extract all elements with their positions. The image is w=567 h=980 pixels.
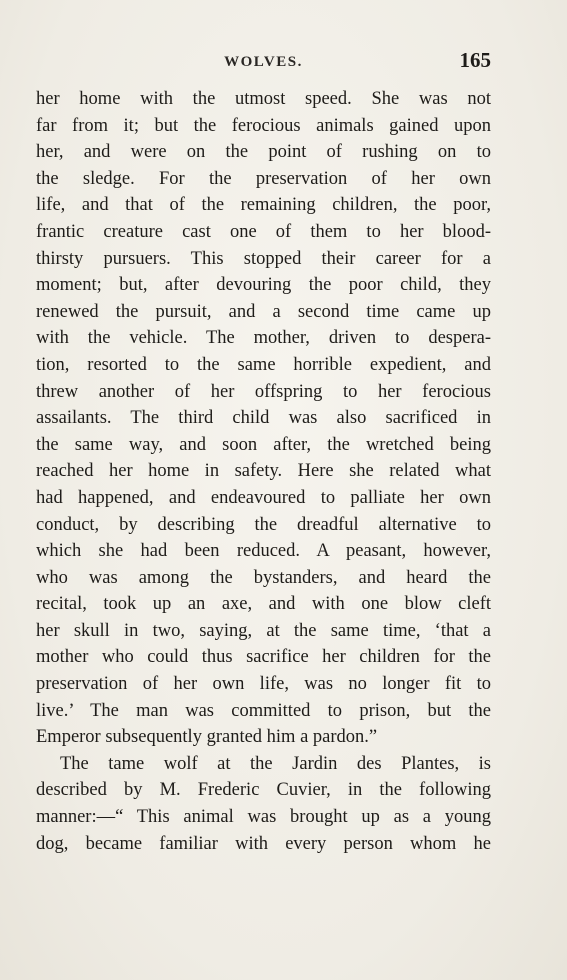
text-line: thirsty pursuers. This stopped their career for a [36,248,491,269]
text-line: life, and that of the remaining children, the poor, [36,195,491,216]
text-line: far from it; but the ferocious animals gained upon [36,115,491,136]
text-line: mother who could thus sacrifice her children for the [36,647,491,668]
text-line: reached her home in safety. Here she related what [36,461,491,482]
text-line: recital, took up an axe, and with one blow cleft [36,594,491,615]
text-line: preservation of her own life, was no longer fit to [36,674,491,695]
text-line: Emperor subsequently granted him a pardon.” [36,727,378,748]
running-head: WOLVES. [224,54,303,70]
paragraph [36,86,491,751]
text-line: conduct, by describing the dreadful alternative to [36,514,491,535]
text-line: The tame wolf at the Jardin des Plantes, is [60,753,491,774]
text-line: dog, became familiar with every person whom he [36,833,491,854]
text-line: the same way, and soon after, the wretched being [36,434,491,455]
text-line: which she had been reduced. A peasant, however, [36,541,491,562]
text-line: had happened, and endeavoured to palliate her own [36,487,491,508]
page-header [36,48,491,78]
text-line: live.’ The man was committed to prison, but the [36,700,491,721]
text-line: manner:—“ This animal was brought up as a young [36,807,491,828]
text-line: who was among the bystanders, and heard the [36,567,491,588]
text-line: frantic creature cast one of them to her blood- [36,221,491,242]
paragraph [36,751,491,857]
text-line: the sledge. For the preservation of her own [36,168,491,189]
body-text [36,86,491,857]
text-line: renewed the pursuit, and a second time came up [36,301,491,322]
text-line: assailants. The third child was also sacrificed in [36,408,491,429]
text-line: tion, resorted to the same horrible expedient, and [36,354,491,375]
text-line: threw another of her offspring to her ferocious [36,381,491,402]
page-number: 165 [459,48,491,72]
text-line: with the vehicle. The mother, driven to despera- [36,328,491,349]
text-line: described by M. Frederic Cuvier, in the following [36,780,491,801]
text-line: moment; but, after devouring the poor child, they [36,275,491,296]
text-line: her, and were on the point of rushing on to [36,142,491,163]
text-line: her home with the utmost speed. She was not [36,89,491,109]
text-line: her skull in two, saying, at the same time, ‘that a [36,620,491,641]
